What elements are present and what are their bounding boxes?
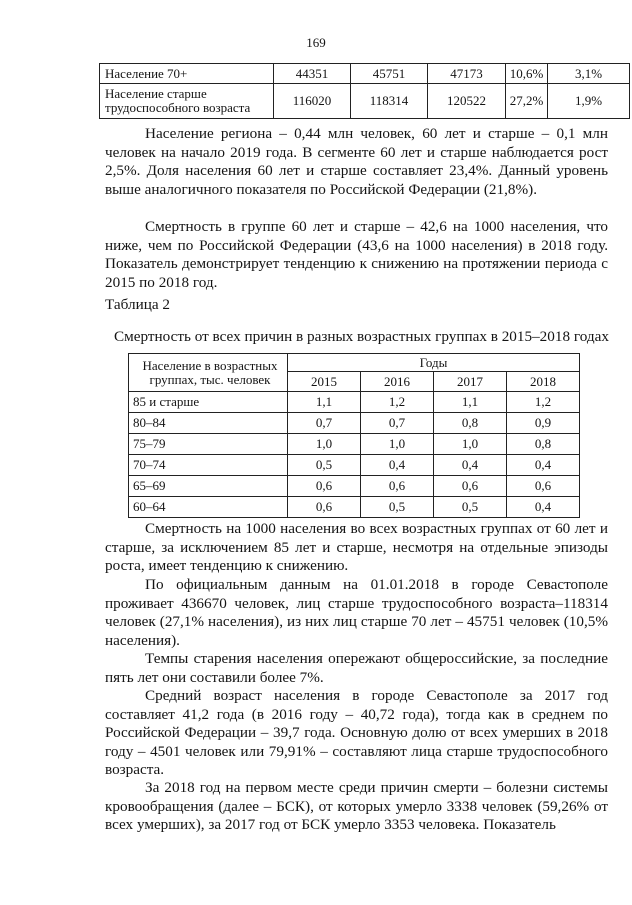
mortality-table bbox=[128, 353, 580, 518]
table-caption: Смертность от всех причин в разных возрастных группах в 2015–2018 годах bbox=[114, 328, 609, 345]
table-cell: 45751 bbox=[351, 64, 428, 84]
table-row bbox=[100, 64, 630, 84]
paragraph: Смертность на 1000 населения во всех возрастных группах от 60 лет и старше, за исключением 85 лет и старше, несмотря на отдельные эпизоды роста, имеет тенденцию к снижению. bbox=[105, 520, 608, 574]
table-row bbox=[129, 392, 580, 413]
table-cell: 0,9 bbox=[507, 413, 580, 434]
table-cell: 0,4 bbox=[507, 455, 580, 476]
paragraph: По официальным данным на 01.01.2018 в городе Севастополе проживает 436670 человек, лиц старше трудоспособного возраста–118314 человек (27,1% населения), из них лиц старше 70 лет – 45751 человек (10,5% населения). bbox=[105, 576, 608, 649]
table-row bbox=[129, 455, 580, 476]
age-group: 70–74 bbox=[129, 455, 288, 476]
table-row bbox=[100, 84, 630, 119]
table-cell: 0,6 bbox=[361, 476, 434, 497]
group-header: Население в возрастных группах, тыс. человек bbox=[129, 354, 288, 392]
table-cell: 116020 bbox=[274, 84, 351, 119]
table-cell: 0,8 bbox=[507, 434, 580, 455]
table-cell: 0,7 bbox=[361, 413, 434, 434]
table-cell: 1,0 bbox=[434, 434, 507, 455]
table-cell: 0,8 bbox=[434, 413, 507, 434]
table-cell: 0,6 bbox=[288, 497, 361, 518]
year-header: 2016 bbox=[361, 372, 434, 392]
table-cell: 0,4 bbox=[434, 455, 507, 476]
table-cell: 0,4 bbox=[361, 455, 434, 476]
table-cell: 1,1 bbox=[288, 392, 361, 413]
table-cell: 1,2 bbox=[507, 392, 580, 413]
table-cell: 118314 bbox=[351, 84, 428, 119]
table-cell: 3,1% bbox=[548, 64, 630, 84]
years-header: Годы bbox=[288, 354, 580, 372]
table-cell: 0,5 bbox=[434, 497, 507, 518]
year-header: 2018 bbox=[507, 372, 580, 392]
row-label: Население 70+ bbox=[100, 64, 274, 84]
age-group: 65–69 bbox=[129, 476, 288, 497]
table-row bbox=[129, 476, 580, 497]
paragraph: Смертность в группе 60 лет и старше – 42,6 на 1000 населения, что ниже, чем по Российской Федерации (43,6 на 1000 населения) в 2018 году. Показатель демонстрирует тенденцию к снижению на протяжении периода с 2015 по 2018 год. bbox=[105, 218, 608, 291]
paragraph: Средний возраст населения в городе Севастополе за 2017 год составляет 41,2 года (в 2016 году – 40,72 года), тогда как в среднем по Российской Федерации – 39,7 года. Основную долю от всех умерших в 2018 году – 4501 человек или 79,91% – составляют лица старше трудоспособного возраста. bbox=[105, 687, 608, 778]
table-cell: 27,2% bbox=[506, 84, 548, 119]
age-group: 75–79 bbox=[129, 434, 288, 455]
population-table bbox=[99, 63, 630, 119]
paragraph: За 2018 год на первом месте среди причин смерти – болезни системы кровообращения (далее – БСК), от которых умерло 3338 человек (59,26% от всех умерших), за 2017 год от БСК умерло 3353 человека. Показатель bbox=[105, 779, 608, 833]
age-group: 60–64 bbox=[129, 497, 288, 518]
age-group: 80–84 bbox=[129, 413, 288, 434]
table-header-row bbox=[129, 354, 580, 372]
year-header: 2015 bbox=[288, 372, 361, 392]
table-cell: 0,6 bbox=[434, 476, 507, 497]
table-cell: 0,6 bbox=[288, 476, 361, 497]
table-row bbox=[129, 434, 580, 455]
age-group: 85 и старше bbox=[129, 392, 288, 413]
table-cell: 10,6% bbox=[506, 64, 548, 84]
table-cell: 1,0 bbox=[361, 434, 434, 455]
row-label: Население старше трудоспособного возраста bbox=[100, 84, 274, 119]
table-cell: 0,5 bbox=[288, 455, 361, 476]
table-cell: 1,9% bbox=[548, 84, 630, 119]
paragraph: Темпы старения населения опережают общероссийские, за последние пять лет они составили более 7%. bbox=[105, 650, 608, 686]
table-cell: 1,0 bbox=[288, 434, 361, 455]
year-header: 2017 bbox=[434, 372, 507, 392]
page-number: 169 bbox=[306, 35, 326, 50]
table-cell: 47173 bbox=[428, 64, 506, 84]
table-label: Таблица 2 bbox=[105, 296, 170, 313]
table-cell: 0,6 bbox=[507, 476, 580, 497]
table-row bbox=[129, 497, 580, 518]
paragraph: Население региона – 0,44 млн человек, 60 лет и старше – 0,1 млн человек на начало 2019 года. В сегменте 60 лет и старше наблюдается рост 2,5%. Доля населения 60 лет и старше составляет 23,4%. Данный уровень выше аналогичного показателя по Российской Федерации (21,8%). bbox=[105, 125, 608, 198]
table-cell: 1,2 bbox=[361, 392, 434, 413]
table-row bbox=[129, 413, 580, 434]
table-cell: 44351 bbox=[274, 64, 351, 84]
table-cell: 0,7 bbox=[288, 413, 361, 434]
table-cell: 120522 bbox=[428, 84, 506, 119]
table-cell: 0,4 bbox=[507, 497, 580, 518]
table-cell: 1,1 bbox=[434, 392, 507, 413]
table-cell: 0,5 bbox=[361, 497, 434, 518]
